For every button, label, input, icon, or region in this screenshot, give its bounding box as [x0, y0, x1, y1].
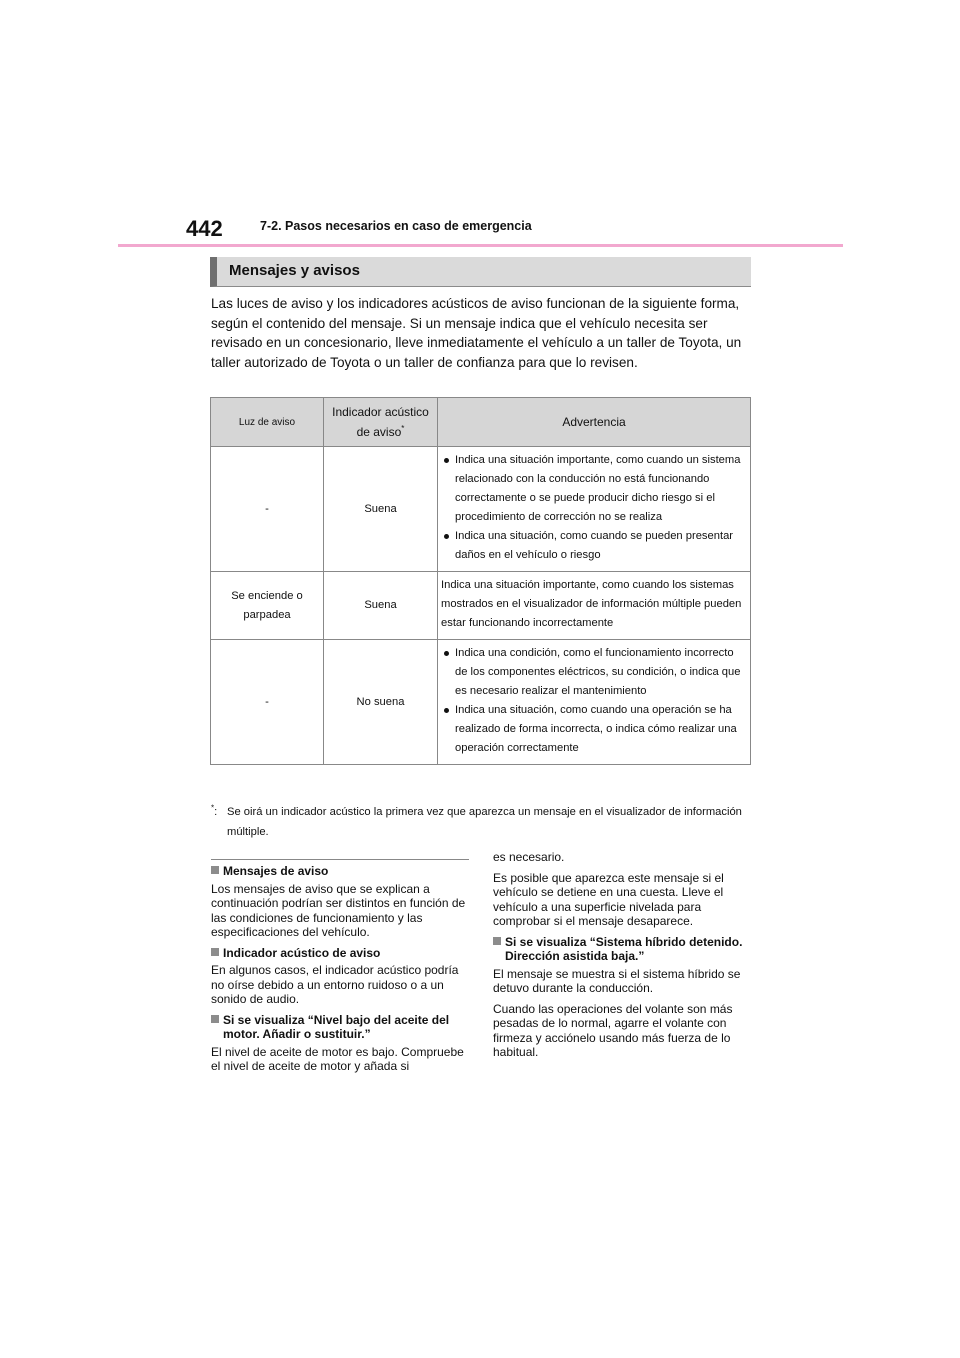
- note-paragraph: es necesario.: [493, 850, 565, 864]
- notes-left-column: [211, 858, 469, 1080]
- cell-light: -: [211, 447, 324, 572]
- square-bullet-icon: [211, 948, 219, 956]
- header-warning: Advertencia: [438, 398, 751, 447]
- note-paragraph: Cuando las operaciones del volante son más pesadas de lo normal, agarre el volante con firmeza y acciónelo usando más fuerza de lo habitual.: [493, 1001, 733, 1059]
- note-paragraph: El mensaje se muestra si el sistema híbrido se detuvo durante la conducción.: [493, 966, 741, 995]
- section-title: Mensajes y avisos: [229, 262, 360, 279]
- note-paragraph: El nivel de aceite de motor es bajo. Compruebe el nivel de aceite de motor y añada si: [211, 1044, 464, 1073]
- footnote-mark: *: [401, 424, 405, 433]
- note-heading: Si se visualiza “Nivel bajo del aceite del motor. Añadir o sustituir.”: [211, 1013, 469, 1042]
- table-row: [211, 447, 751, 572]
- footnote-text: Se oirá un indicador acústico la primera vez que aparezca un mensaje en el visualizador de información múltiple.: [227, 806, 742, 838]
- header-buzzer: [324, 398, 438, 447]
- square-bullet-icon: [211, 866, 219, 874]
- note-paragraph: Es posible que aparezca este mensaje si el vehículo se detiene en una cuesta. Lleve el vehículo a una superficie nivelada para comprobar si el mensaje desaparece.: [493, 870, 724, 928]
- cell-warning: [438, 447, 751, 572]
- list-item: Indica una condición, como el funcionamiento incorrecto de los componentes eléctricos, su condición, o indica que es necesario realizar el mantenimiento: [441, 644, 746, 701]
- note-paragraph: Los mensajes de aviso que se explican a continuación podrían ser distintos en función de las condiciones de funcionamiento y las especificaciones del vehículo.: [211, 881, 466, 939]
- cell-warning: Indica una situación importante, como cuando los sistemas mostrados en el visualizador de información múltiple pueden estar funcionando incorrectamente: [438, 572, 751, 640]
- intro-paragraph: Las luces de aviso y los indicadores acústicos de aviso funcionan de la siguiente forma, según el contenido del mensaje. Si un mensaje indica que el vehículo necesita ser revisado en un concesionario, lleve inmediatamente el vehículo a un taller de Toyota, un taller autorizado de Toyota o un taller de confianza para que lo revisen.: [211, 296, 742, 370]
- notes-right-column: [493, 850, 751, 1066]
- square-bullet-icon: [493, 937, 501, 945]
- table-header-row: [211, 398, 751, 447]
- cell-buzzer: No suena: [324, 640, 438, 765]
- cell-buzzer: Suena: [324, 572, 438, 640]
- table-row: [211, 572, 751, 640]
- table-row: [211, 640, 751, 765]
- header-rule: [118, 244, 843, 247]
- cell-warning: [438, 640, 751, 765]
- note-paragraph: En algunos casos, el indicador acústico podría no oírse debido a un entorno ruidoso o a un sonido de audio.: [211, 963, 459, 1006]
- list-item: Indica una situación, como cuando una operación se ha realizado de forma incorrecta, o indica cómo realizar una operación correctamente: [441, 701, 746, 758]
- table-footnote: [211, 802, 751, 842]
- cell-buzzer: Suena: [324, 447, 438, 572]
- list-item: Indica una situación importante, como cuando un sistema relacionado con la conducción no está funcionando correctamente o se puede producir dicho riesgo si el procedimiento de corrección no se realiza: [441, 451, 746, 527]
- list-item: Indica una situación, como cuando se pueden presentar daños en el vehículo o riesgo: [441, 527, 746, 565]
- warning-table: [210, 397, 751, 765]
- note-heading: Indicador acústico de aviso: [211, 946, 469, 961]
- section-heading: [210, 257, 751, 287]
- cell-light: -: [211, 640, 324, 765]
- header-buzzer-text: Indicador acústico de aviso: [332, 405, 429, 439]
- note-heading: Mensajes de aviso: [211, 864, 469, 879]
- footnote-marker: *:: [211, 803, 218, 818]
- page-number: 442: [186, 216, 223, 241]
- square-bullet-icon: [211, 1015, 219, 1023]
- chapter-title: 7-2. Pasos necesarios en caso de emergencia: [260, 219, 532, 233]
- header-warning-light: Luz de aviso: [211, 398, 324, 447]
- cell-light: Se enciende o parpadea: [211, 572, 324, 640]
- note-heading: Si se visualiza “Sistema híbrido detenido. Dirección asistida baja.”: [493, 935, 751, 964]
